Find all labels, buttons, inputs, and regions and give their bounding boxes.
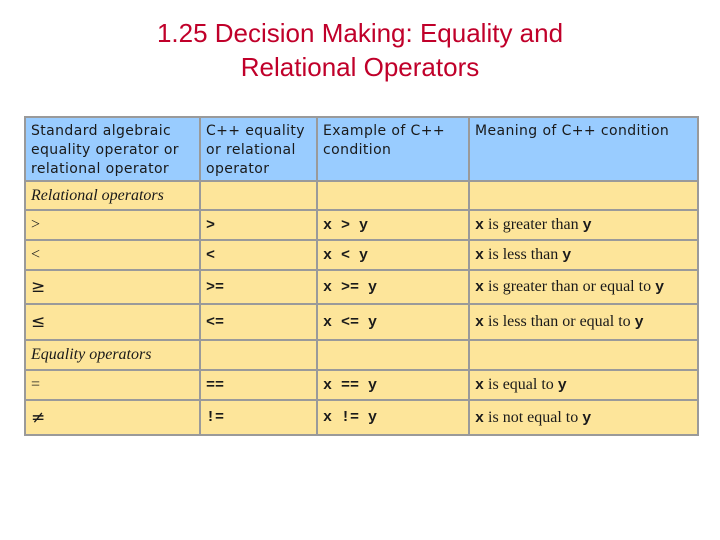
section-row-equality bbox=[25, 340, 698, 370]
meaning-var-y: y bbox=[582, 217, 592, 234]
meaning-var-x: x bbox=[475, 409, 485, 427]
header-example: Example of C++ condition bbox=[317, 117, 469, 181]
example-condition: x < y bbox=[317, 240, 469, 270]
meaning-text: is greater than or equal to bbox=[484, 278, 656, 295]
meaning-var-x: x bbox=[475, 247, 485, 264]
empty-cell bbox=[469, 340, 698, 370]
meaning-cell bbox=[469, 270, 698, 304]
cpp-operator: != bbox=[200, 400, 317, 435]
algebraic-operator: = bbox=[25, 370, 200, 400]
meaning-var-y: y bbox=[557, 377, 567, 394]
slide-title-line-2: Relational Operators bbox=[240, 52, 480, 82]
meaning-text: is less than bbox=[484, 246, 563, 263]
slide-title-line-1: 1.25 Decision Making: Equality and bbox=[156, 18, 564, 48]
algebraic-operator: > bbox=[25, 210, 200, 240]
table-row bbox=[25, 304, 698, 340]
meaning-var-y: y bbox=[655, 279, 665, 296]
operators-table bbox=[24, 116, 699, 436]
table-row bbox=[25, 400, 698, 435]
section-label-equality: Equality operators bbox=[25, 340, 200, 370]
slide-title bbox=[0, 16, 720, 84]
empty-cell bbox=[469, 181, 698, 210]
algebraic-operator: < bbox=[25, 240, 200, 270]
meaning-var-x: x bbox=[475, 217, 485, 234]
meaning-cell bbox=[469, 370, 698, 400]
table-row bbox=[25, 210, 698, 240]
header-meaning: Meaning of C++ condition bbox=[469, 117, 698, 181]
header-algebraic: Standard algebraic equality operator or relational operator bbox=[25, 117, 200, 181]
meaning-cell bbox=[469, 210, 698, 240]
cpp-operator: > bbox=[200, 210, 317, 240]
cpp-operator: >= bbox=[200, 270, 317, 304]
meaning-cell bbox=[469, 400, 698, 435]
example-condition: x >= y bbox=[317, 270, 469, 304]
meaning-text: is greater than bbox=[484, 216, 583, 233]
cpp-operator: == bbox=[200, 370, 317, 400]
meaning-cell bbox=[469, 240, 698, 270]
example-condition: x != y bbox=[317, 400, 469, 435]
meaning-var-y: y bbox=[634, 314, 644, 331]
example-condition: x > y bbox=[317, 210, 469, 240]
meaning-cell bbox=[469, 304, 698, 340]
empty-cell bbox=[317, 340, 469, 370]
table-row bbox=[25, 370, 698, 400]
empty-cell bbox=[317, 181, 469, 210]
meaning-var-x: x bbox=[475, 279, 485, 296]
section-label-relational: Relational operators bbox=[25, 181, 200, 210]
table-row bbox=[25, 270, 698, 304]
meaning-var-y: y bbox=[582, 409, 592, 427]
meaning-var-y: y bbox=[562, 247, 572, 264]
algebraic-operator: ≤ bbox=[25, 304, 200, 340]
table-row bbox=[25, 240, 698, 270]
header-row bbox=[25, 117, 698, 181]
example-condition: x <= y bbox=[317, 304, 469, 340]
algebraic-operator: ≠ bbox=[25, 400, 200, 435]
meaning-var-x: x bbox=[475, 377, 485, 394]
meaning-text: is equal to bbox=[484, 376, 558, 393]
meaning-text: is less than or equal to bbox=[484, 313, 635, 330]
empty-cell bbox=[200, 181, 317, 210]
meaning-text: is not equal to bbox=[484, 408, 583, 426]
empty-cell bbox=[200, 340, 317, 370]
algebraic-operator: ≥ bbox=[25, 270, 200, 304]
meaning-var-x: x bbox=[475, 314, 485, 331]
section-row-relational bbox=[25, 181, 698, 210]
example-condition: x == y bbox=[317, 370, 469, 400]
cpp-operator: <= bbox=[200, 304, 317, 340]
cpp-operator: < bbox=[200, 240, 317, 270]
header-cpp-operator: C++ equality or relational operator bbox=[200, 117, 317, 181]
